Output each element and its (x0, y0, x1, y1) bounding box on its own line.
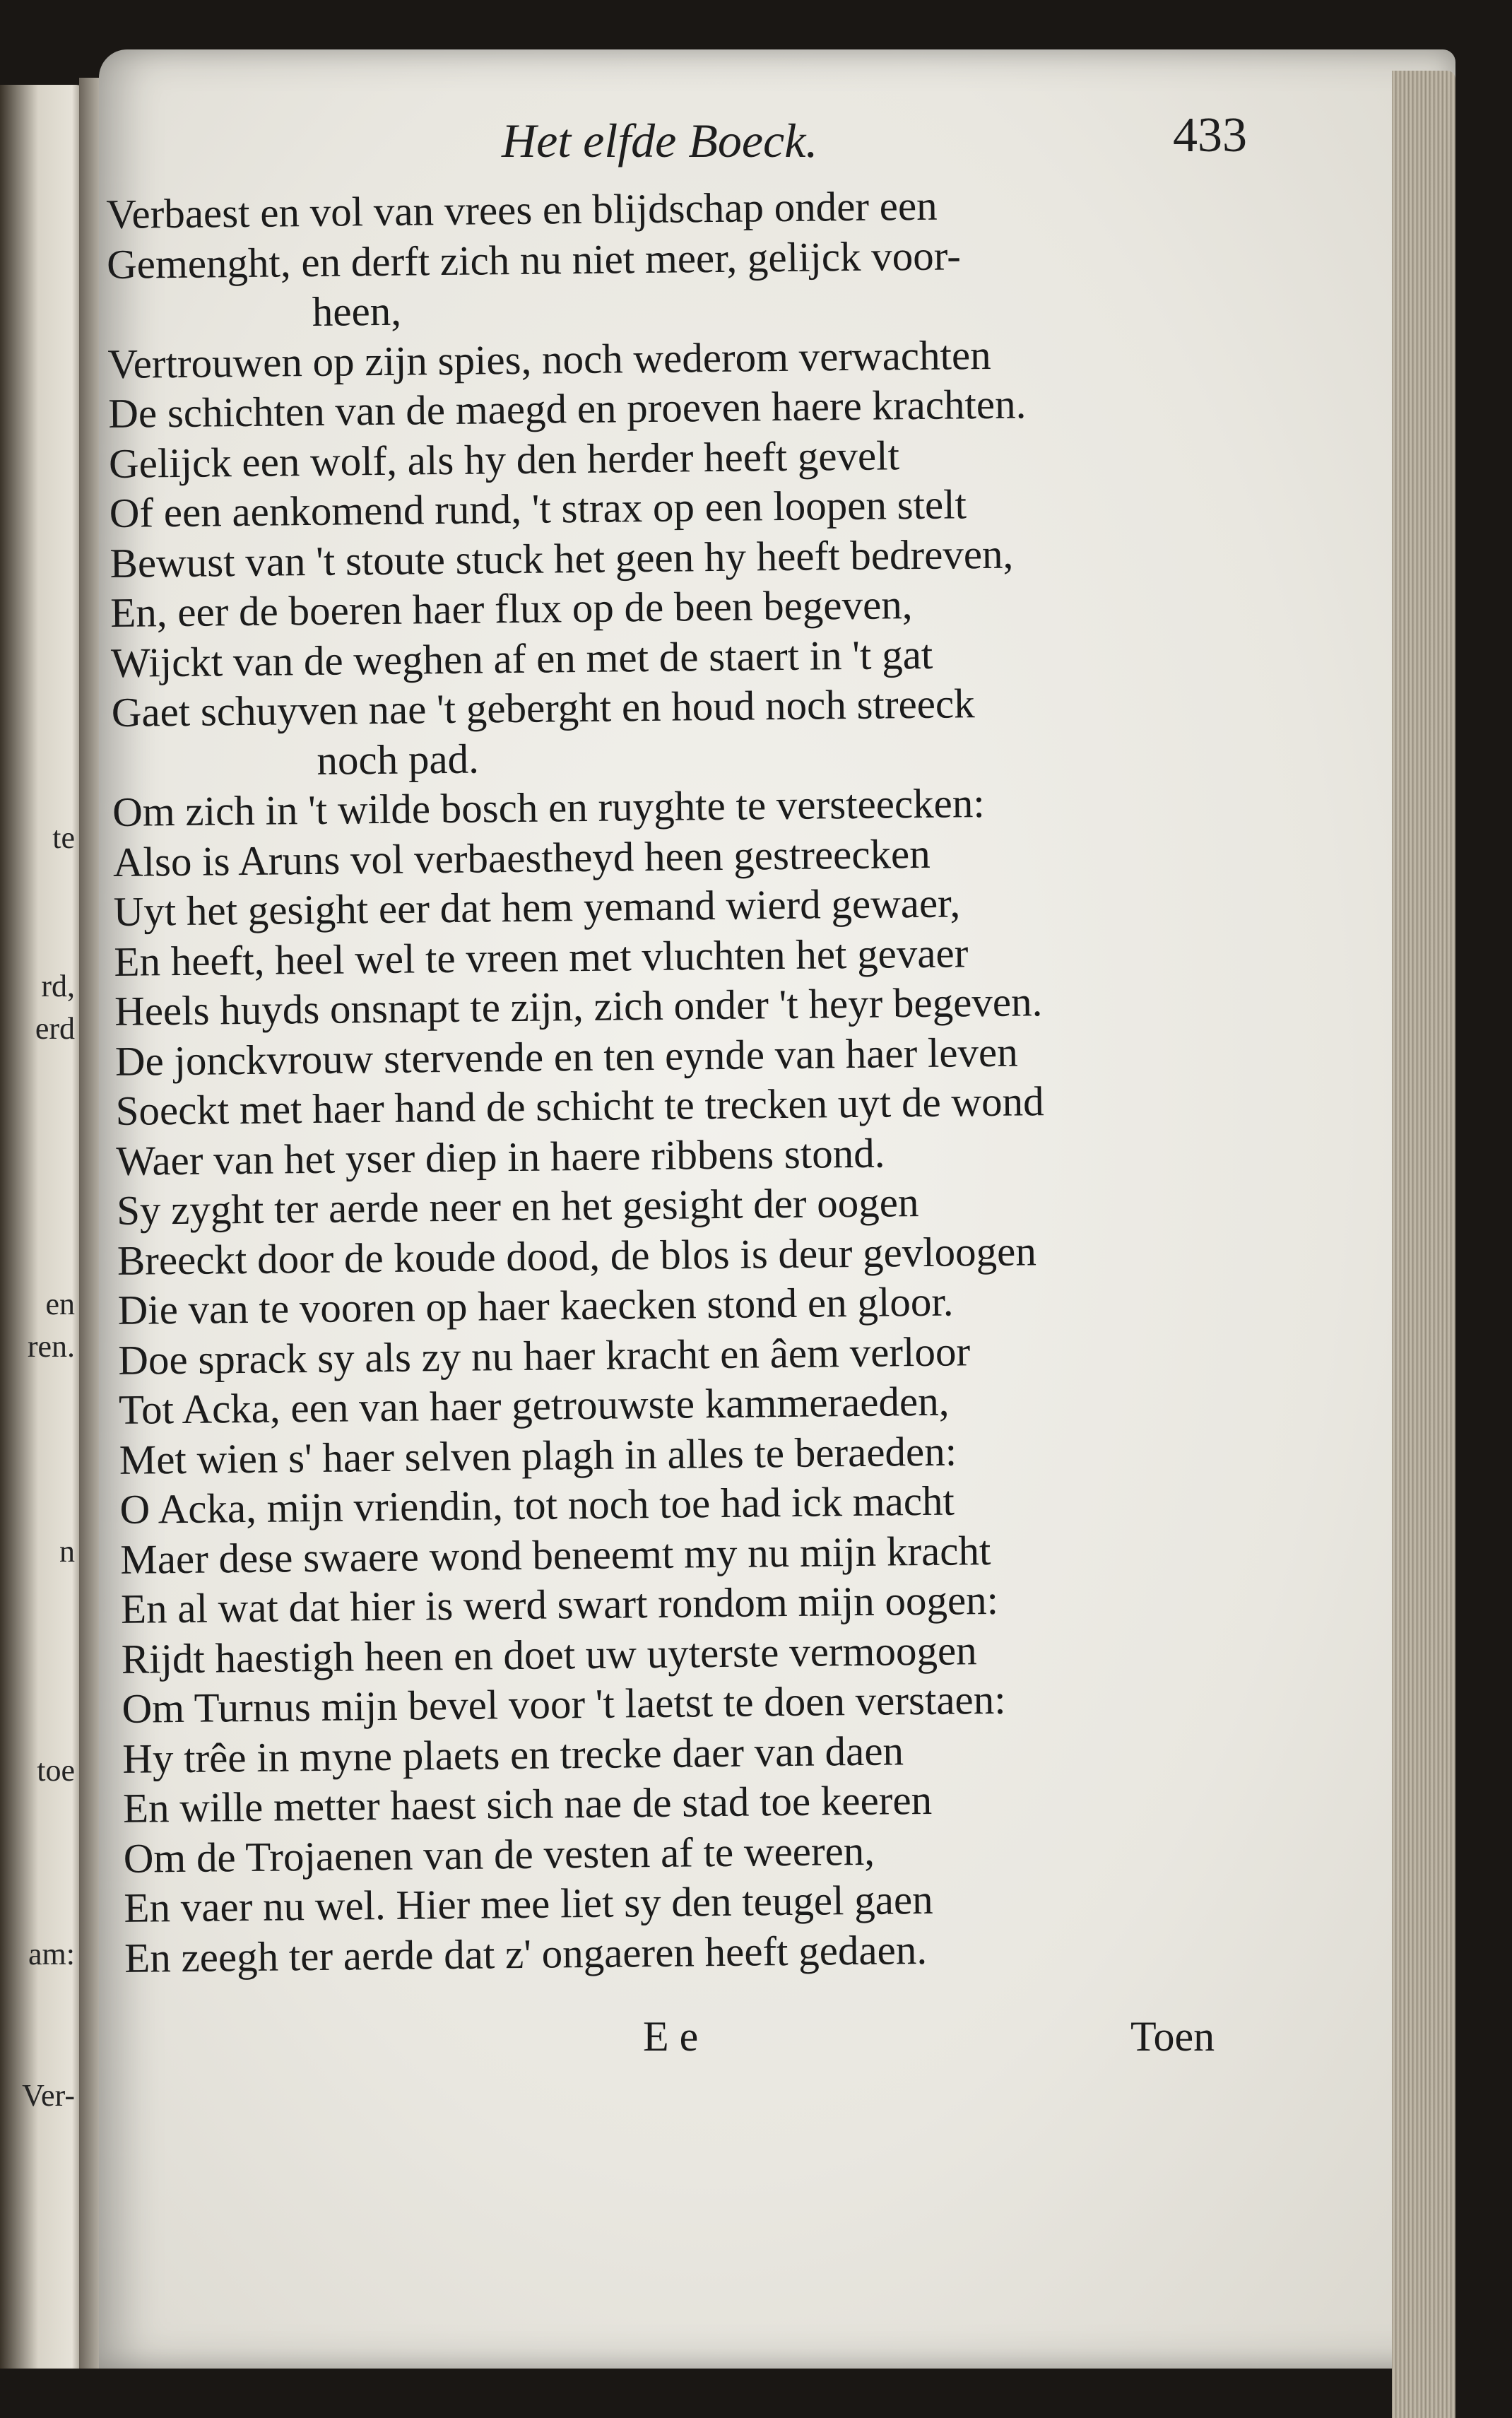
margin-fragment: te (52, 820, 75, 855)
verse-text (106, 177, 1325, 1983)
verse-line: Verbaest en vol van vrees en blijdschap onder een (106, 182, 938, 237)
verse-line: Of een aenkomend rund, 't strax op een loopen stelt (109, 480, 967, 536)
verse-line: En, eer de boeren haer flux op de been begeven, (110, 581, 913, 636)
signature-mark: E e (643, 2013, 699, 2060)
margin-fragment: am: (28, 1937, 75, 1971)
catchword: Toen (1130, 2013, 1215, 2060)
running-head: Het elfde Boeck. (502, 114, 818, 167)
verse-line: Gemenght, en derft zich nu niet meer, gelijck voor- (106, 231, 962, 288)
verse-line: Om zich in 't wilde bosch en ruyghte te versteecken: (112, 779, 985, 835)
verse-line: En al wat dat hier is werd swart rondom mijn oogen: (120, 1576, 999, 1632)
page-edges (1392, 71, 1455, 2418)
verse-line: Met wien s' haer selven plagh in alles te beraeden: (119, 1427, 957, 1483)
verse-line: Sy zyght ter aerde neer en het gesight der oogen (116, 1179, 919, 1234)
facing-page-edge (0, 85, 85, 2369)
page-number: 433 (1173, 108, 1247, 163)
verse-line: De jonckvrouw stervende en ten eynde van haer leven (114, 1028, 1019, 1085)
verse-line: heen, (312, 287, 402, 335)
verse-line: Die van te vooren op haer kaecken stond en gloor. (117, 1278, 954, 1333)
verse-line: O Acka, mijn vriendin, tot noch toe had ick macht (119, 1477, 955, 1533)
verse-line: Gaet schuyven nae 't geberght en houd noch streeck (111, 680, 975, 736)
verse-line: Hy trêe in myne plaets en trecke daer van daen (122, 1726, 904, 1782)
verse-line: Bewust van 't stoute stuck het geen hy heeft bedreven, (110, 530, 1014, 586)
verse-line: Waer van het yser diep in haere ribbens stond. (116, 1129, 885, 1184)
verse-line: Tot Acka, een van haer getrouwste kammeraeden, (118, 1377, 950, 1433)
verse-line: Vertrouwen op zijn spies, noch wederom verwachten (107, 331, 991, 387)
margin-fragment: ren. (27, 1329, 75, 1364)
margin-fragment: Ver- (22, 2078, 75, 2113)
margin-fragment: erd (35, 1011, 75, 1046)
verse-line: Soeckt met haer hand de schicht te trecken uyt de wond (115, 1078, 1044, 1134)
margin-fragment: n (59, 1534, 75, 1569)
verse-line: Also is Aruns vol verbaestheyd heen gestreecken (112, 830, 931, 885)
verse-line: En zeegh ter aerde dat z' ongaeren heeft gedaen. (124, 1925, 928, 1981)
verse-line: En wille metter haest sich nae de stad toe keeren (122, 1776, 933, 1832)
margin-fragment: rd, (41, 969, 75, 1003)
verse-line: En vaer nu wel. Hier mee liet sy den teugel gaen (124, 1875, 933, 1931)
verse-line: Breeckt door de koude dood, de blos is deur gevloogen (117, 1227, 1037, 1284)
verse-line: Gelijck een wolf, als hy den herder heeft gevelt (108, 431, 900, 487)
verse-line: Uyt het gesight eer dat hem yemand wierd gewaer, (113, 879, 961, 935)
verse-line: noch pad. (317, 735, 480, 784)
verse-line: Doe sprack sy als zy nu haer kracht en âem verloor (118, 1327, 971, 1384)
verse-line: Rijdt haestigh heen en doet uw uyterste vermoogen (121, 1626, 977, 1682)
verse-line: En heeft, heel wel te vreen met vluchten het gevaer (114, 928, 969, 985)
margin-fragment: toe (37, 1753, 75, 1788)
verse-line: Om de Trojaenen van de vesten af te weeren, (123, 1827, 875, 1882)
margin-fragment: en (45, 1287, 75, 1321)
verse-line: De schichten van de maegd en proeven haere krachten. (107, 380, 1027, 437)
verse-line: Wijckt van de weghen af en met de staert in 't gat (110, 630, 933, 686)
verse-line: Maer dese swaere wond beneemt my nu mijn kracht (119, 1526, 991, 1583)
verse-line: Om Turnus mijn bevel voor 't laetst te doen verstaen: (122, 1675, 1006, 1732)
verse-line: Heels huyds onsnapt te zijn, zich onder 't heyr begeven. (114, 978, 1043, 1034)
